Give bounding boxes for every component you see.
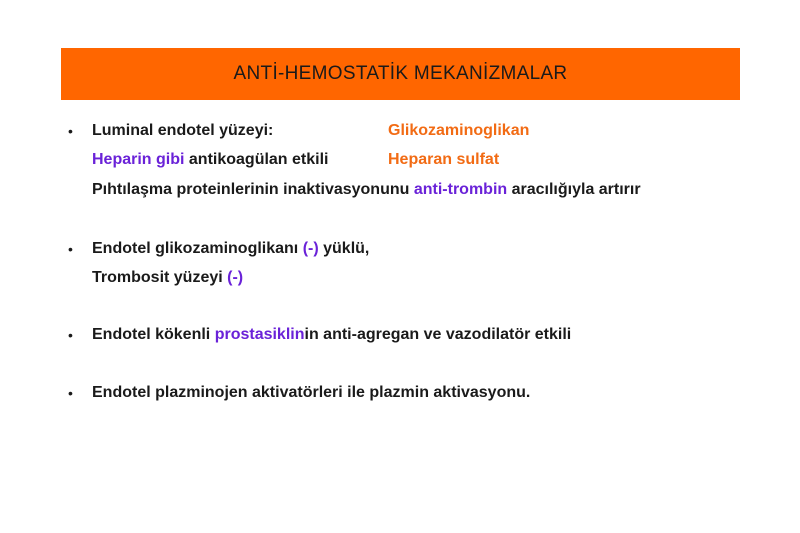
bullet-3-line [92, 325, 571, 345]
araciligiyla-text: aracılığıyla artırır [507, 181, 641, 198]
heparin-gibi-highlight: Heparin gibi [92, 151, 185, 168]
bullet-1-line-3 [92, 180, 641, 200]
bullet-3-marker: • [68, 327, 73, 343]
negative-charge-highlight: (-) [302, 240, 319, 257]
bullet-4-line [92, 383, 530, 403]
yuklu-text: yüklü, [318, 240, 370, 257]
prostasiklin-highlight: prostasiklin [214, 326, 305, 343]
glikozaminoglikan-value: Glikozaminoglikan [388, 122, 530, 139]
bullet-1-line-1 [92, 121, 273, 141]
title-bar [61, 48, 740, 100]
antikoagulan-text: antikoagülan etkili [184, 151, 329, 168]
plazminojen-text: Endotel plazminojen aktivatörleri ile plazmin aktivasyonu. [92, 384, 531, 401]
bullet-1-line-2 [92, 150, 328, 170]
anti-trombin-highlight: anti-trombin [413, 181, 508, 198]
luminal-label: Luminal endotel yüzeyi: [92, 122, 274, 139]
bullet-4-marker: • [68, 385, 73, 401]
bullet-2-marker: • [68, 241, 73, 257]
trombosit-text: Trombosit yüzeyi [92, 269, 228, 286]
slide-title: ANTİ-HEMOSTATİK MEKANİZMALAR [233, 63, 568, 84]
heparan-sulfat-value: Heparan sulfat [388, 151, 500, 168]
bullet-1-marker: • [68, 123, 73, 139]
bullet-2-line-2 [92, 268, 243, 288]
pihtilasma-text: Pıhtılaşma proteinlerinin inaktivasyonunu [92, 181, 414, 198]
anti-agregan-text: in anti-agregan ve vazodilatör etkili [304, 326, 572, 343]
bullet-2-line-1 [92, 239, 369, 259]
endotel-gag-text: Endotel glikozaminoglikanı [92, 240, 303, 257]
trombosit-negative-highlight: (-) [227, 269, 244, 286]
endotel-kokenli-text: Endotel kökenli [92, 326, 215, 343]
